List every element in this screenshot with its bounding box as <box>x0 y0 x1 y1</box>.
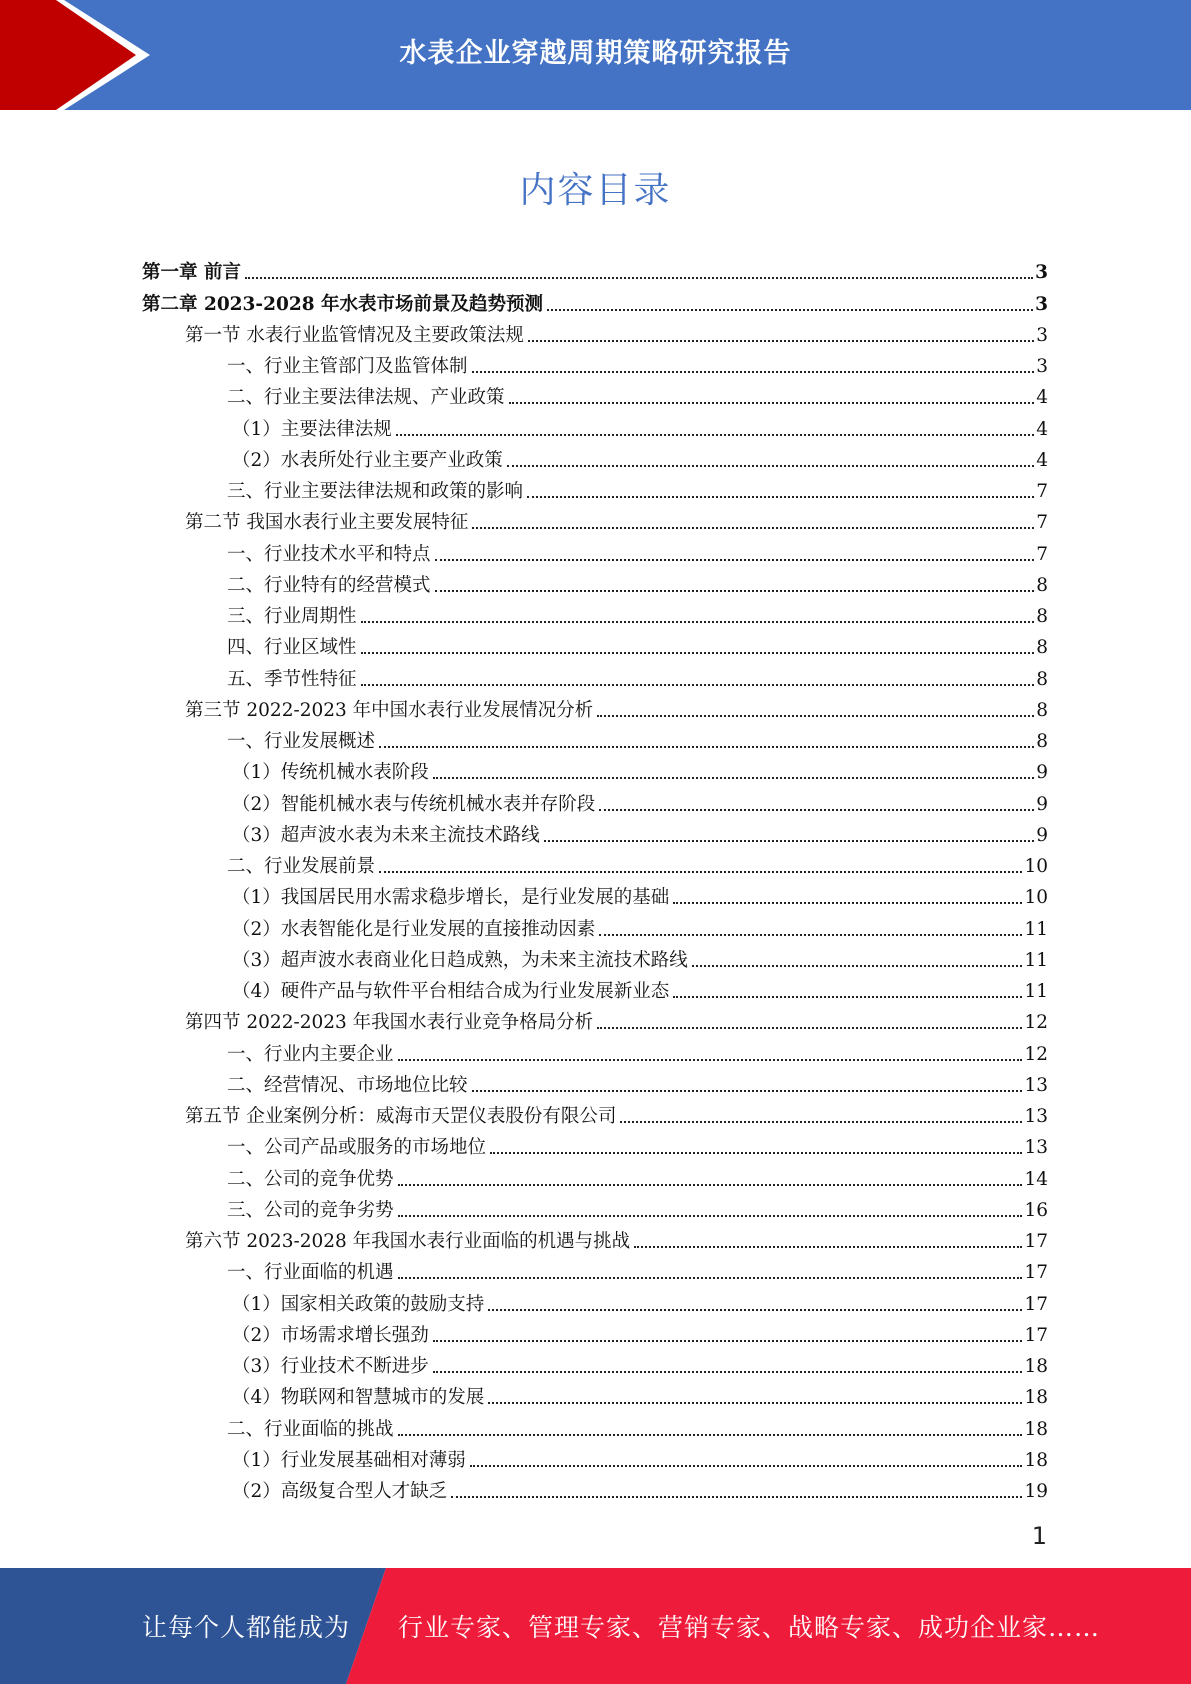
report-title: 水表企业穿越周期策略研究报告 <box>399 37 792 69</box>
toc-entry[interactable] <box>142 784 1048 815</box>
toc-entry-page: 10 <box>1024 887 1048 909</box>
toc-entry-label: 一、行业内主要企业 <box>227 1043 394 1065</box>
toc-entry[interactable] <box>142 472 1048 503</box>
toc-entry-label: 第五节 企业案例分析：威海市天罡仪表股份有限公司 <box>185 1106 617 1127</box>
toc-dot-leader <box>398 1434 1023 1436</box>
toc-dot-leader <box>398 1184 1023 1186</box>
toc-entry[interactable] <box>142 597 1048 628</box>
toc-entry-label: （2）市场需求增长强劲 <box>232 1324 429 1346</box>
toc-entry-page: 7 <box>1036 512 1048 534</box>
toc-entry[interactable] <box>142 534 1048 565</box>
toc-entry[interactable] <box>142 847 1048 878</box>
toc-dot-leader <box>528 340 1034 342</box>
toc-entry-label: 二、经营情况、市场地位比较 <box>227 1074 468 1096</box>
toc-dot-leader <box>245 277 1033 279</box>
toc-entry[interactable] <box>142 1034 1048 1065</box>
toc-entry-page: 3 <box>1035 262 1048 284</box>
toc-entry[interactable] <box>142 1347 1048 1378</box>
toc-entry-page: 19 <box>1024 1481 1048 1502</box>
toc-entry[interactable] <box>142 253 1048 284</box>
toc-entry[interactable] <box>142 972 1048 1003</box>
toc-dot-leader <box>544 840 1034 842</box>
toc-entry-page: 8 <box>1036 606 1048 627</box>
toc-entry-label: 三、行业主要法律法规和政策的影响 <box>227 481 524 502</box>
toc-entry-label: 三、公司的竞争劣势 <box>227 1199 394 1221</box>
toc-entry[interactable] <box>142 909 1048 940</box>
toc-dot-leader <box>398 1059 1023 1061</box>
toc-entry[interactable] <box>142 316 1048 347</box>
toc-dot-leader <box>527 496 1034 498</box>
toc-entry[interactable] <box>142 1159 1048 1190</box>
toc-dot-leader <box>490 1152 1022 1154</box>
toc-entry-label: 一、行业技术水平和特点 <box>227 543 431 565</box>
toc-entry-label: （1）行业发展基础相对薄弱 <box>232 1449 466 1471</box>
toc-entry[interactable] <box>142 1284 1048 1315</box>
toc-entry-label: 第二章 2023-2028 年水表市场前景及趋势预测 <box>142 293 544 315</box>
toc-entry-label: （4）物联网和智慧城市的发展 <box>232 1387 485 1409</box>
toc-dot-leader <box>361 621 1035 623</box>
toc-dot-leader <box>488 1309 1022 1311</box>
toc-entry-page: 17 <box>1024 1262 1048 1284</box>
toc-dot-leader <box>547 309 1033 311</box>
toc-entry-label: 二、行业主要法律法规、产业政策 <box>227 387 505 409</box>
toc-entry-page: 16 <box>1024 1199 1048 1221</box>
toc-entry-page: 8 <box>1036 574 1048 596</box>
toc-entry-page: 13 <box>1024 1137 1048 1159</box>
toc-entry-page: 17 <box>1024 1293 1048 1315</box>
toc-entry-label: 第二节 我国水表行业主要发展特征 <box>185 512 469 534</box>
toc-dot-leader <box>472 527 1034 529</box>
toc-dot-leader <box>488 1402 1022 1404</box>
toc-entry-label: 四、行业区域性 <box>227 637 357 659</box>
toc-entry[interactable] <box>142 1409 1048 1440</box>
toc-entry[interactable] <box>142 1378 1048 1409</box>
page-footer <box>0 1568 1191 1684</box>
toc-entry-page: 4 <box>1036 418 1048 440</box>
toc-entry-page: 9 <box>1036 824 1048 846</box>
toc-entry-page: 4 <box>1036 449 1048 471</box>
toc-dot-leader <box>398 1215 1023 1217</box>
footer-slogan-left: 让每个人都能成为 <box>142 1613 351 1642</box>
toc-entry-page: 9 <box>1036 793 1048 815</box>
toc-entry[interactable] <box>142 441 1048 472</box>
toc-dot-leader <box>599 934 1022 936</box>
toc-dot-leader <box>597 1027 1022 1029</box>
toc-entry-label: 一、公司产品或服务的市场地位 <box>227 1137 487 1159</box>
page-number: 1 <box>1031 1522 1047 1550</box>
toc-entry-page: 10 <box>1024 856 1048 877</box>
toc-entry[interactable] <box>142 1003 1048 1034</box>
toc-entry-label: （2）智能机械水表与传统机械水表并存阶段 <box>232 793 596 815</box>
toc-entry-page: 18 <box>1024 1449 1048 1471</box>
toc-entry[interactable] <box>142 1066 1048 1097</box>
toc-dot-leader <box>673 902 1022 904</box>
toc-entry[interactable] <box>142 628 1048 659</box>
toc-entry-page: 4 <box>1036 387 1048 409</box>
toc-entry-page: 11 <box>1024 949 1048 971</box>
toc-entry[interactable] <box>142 1128 1048 1159</box>
toc-entry-label: （1）传统机械水表阶段 <box>232 762 429 784</box>
toc-dot-leader <box>435 590 1035 592</box>
toc-entry-page: 8 <box>1036 731 1048 752</box>
toc-heading: 内容目录 <box>519 170 672 211</box>
toc-entry-label: （3）超声波水表为未来主流技术路线 <box>232 824 540 846</box>
toc-entry-label: （3）行业技术不断进步 <box>232 1356 429 1377</box>
toc-entry-page: 18 <box>1024 1387 1048 1409</box>
toc-entry-page: 17 <box>1024 1231 1048 1252</box>
toc-entry[interactable] <box>142 691 1048 722</box>
toc-entry-page: 8 <box>1036 668 1048 690</box>
toc-dot-leader <box>470 1465 1023 1467</box>
toc-entry-label: 一、行业主管部门及监管体制 <box>227 356 468 377</box>
toc-entry-label: （2）水表智能化是行业发展的直接推动因素 <box>232 918 596 940</box>
toc-dot-leader <box>433 777 1034 779</box>
toc-entry-label: （1）主要法律法规 <box>232 418 392 440</box>
toc-entry[interactable] <box>142 941 1048 972</box>
toc-entry-label: 一、行业发展概述 <box>227 731 376 752</box>
toc-entry[interactable] <box>142 409 1048 440</box>
toc-entry[interactable] <box>142 1316 1048 1347</box>
toc-entry-page: 11 <box>1024 918 1048 940</box>
toc-dot-leader <box>673 996 1022 998</box>
toc-entry-page: 17 <box>1024 1324 1048 1346</box>
toc-entry-page: 8 <box>1036 637 1048 659</box>
toc-dot-leader <box>451 1496 1022 1498</box>
toc-entry-page: 7 <box>1036 481 1048 502</box>
toc-dot-leader <box>472 1090 1023 1092</box>
toc-entry[interactable] <box>142 347 1048 378</box>
toc-entry-page: 9 <box>1036 762 1048 784</box>
toc-entry[interactable] <box>142 816 1048 847</box>
toc-entry-page: 11 <box>1024 981 1048 1002</box>
toc-entry-label: （3）超声波水表商业化日趋成熟，为未来主流技术路线 <box>232 949 688 971</box>
toc-entry[interactable] <box>142 753 1048 784</box>
footer-slogan-right: 行业专家、管理专家、营销专家、战略专家、成功企业家…… <box>398 1613 1101 1642</box>
toc-entry-label: 第三节 2022-2023 年中国水表行业发展情况分析 <box>185 699 594 721</box>
toc-entry-page: 14 <box>1024 1168 1048 1190</box>
toc-entry[interactable] <box>142 1441 1048 1472</box>
toc-dot-leader <box>361 652 1035 654</box>
toc-entry-label: 二、行业特有的经营模式 <box>227 574 431 596</box>
toc-entry[interactable] <box>142 1472 1048 1503</box>
toc-dot-leader <box>597 715 1034 717</box>
toc-dot-leader <box>472 371 1035 373</box>
toc-entry[interactable] <box>142 1097 1048 1128</box>
toc-dot-leader <box>379 746 1034 748</box>
toc-entry[interactable] <box>142 878 1048 909</box>
toc-entry-page: 18 <box>1024 1356 1048 1377</box>
toc-entry-page: 12 <box>1024 1012 1048 1034</box>
toc-entry-page: 7 <box>1036 543 1048 565</box>
toc-entry-page: 8 <box>1036 699 1048 721</box>
toc-entry-page: 13 <box>1024 1106 1048 1127</box>
toc-entry-page: 18 <box>1024 1418 1048 1440</box>
toc-entry[interactable] <box>142 284 1048 315</box>
toc-dot-leader <box>433 1340 1023 1342</box>
toc-entry-page: 13 <box>1024 1074 1048 1096</box>
toc-entry-label: （1）国家相关政策的鼓励支持 <box>232 1293 485 1315</box>
toc-entry-page: 3 <box>1036 356 1048 377</box>
page-header <box>0 0 1191 110</box>
toc-entry-label: 二、行业发展前景 <box>227 856 376 877</box>
toc-dot-leader <box>509 402 1035 404</box>
toc-entry-label: 一、行业面临的机遇 <box>227 1262 394 1284</box>
toc-entry-label: 第一章 前言 <box>142 262 241 284</box>
toc-entry-label: （4）硬件产品与软件平台相结合成为行业发展新业态 <box>232 981 670 1002</box>
toc-entry-label: 三、行业周期性 <box>227 606 357 627</box>
toc-entry-label: （2）水表所处行业主要产业政策 <box>232 449 503 471</box>
toc-entry-label: 第一节 水表行业监管情况及主要政策法规 <box>185 324 524 346</box>
toc-dot-leader <box>433 1371 1023 1373</box>
toc-entry-label: 二、行业面临的挑战 <box>227 1418 394 1440</box>
toc-entry[interactable] <box>142 1191 1048 1222</box>
toc-entry[interactable] <box>142 722 1048 753</box>
toc-entry[interactable] <box>142 566 1048 597</box>
toc-entry[interactable] <box>142 1253 1048 1284</box>
toc-entry[interactable] <box>142 659 1048 690</box>
toc-dot-leader <box>507 465 1034 467</box>
toc-dot-leader <box>634 1246 1022 1248</box>
toc-entry-page: 12 <box>1024 1043 1048 1065</box>
toc-dot-leader <box>620 1121 1022 1123</box>
toc-entry-label: （1）我国居民用水需求稳步增长，是行业发展的基础 <box>232 887 670 909</box>
toc-entry-page: 3 <box>1036 324 1048 346</box>
toc-entry-label: 二、公司的竞争优势 <box>227 1168 394 1190</box>
toc-entry-page: 3 <box>1035 293 1048 315</box>
toc-entry[interactable] <box>142 1222 1048 1253</box>
toc-entry-label: 第六节 2023-2028 年我国水表行业面临的机遇与挑战 <box>185 1231 631 1252</box>
toc-entry[interactable] <box>142 378 1048 409</box>
toc-dot-leader <box>692 965 1023 967</box>
toc-entry-label: 五、季节性特征 <box>227 668 357 690</box>
toc-dot-leader <box>379 871 1022 873</box>
toc-dot-leader <box>599 809 1034 811</box>
toc-entry[interactable] <box>142 503 1048 534</box>
toc-dot-leader <box>398 1277 1023 1279</box>
table-of-contents <box>142 253 1048 1503</box>
toc-dot-leader <box>396 434 1034 436</box>
toc-dot-leader <box>435 559 1035 561</box>
toc-entry-label: 第四节 2022-2023 年我国水表行业竞争格局分析 <box>185 1012 594 1034</box>
toc-dot-leader <box>361 684 1035 686</box>
toc-entry-label: （2）高级复合型人才缺乏 <box>232 1481 448 1502</box>
